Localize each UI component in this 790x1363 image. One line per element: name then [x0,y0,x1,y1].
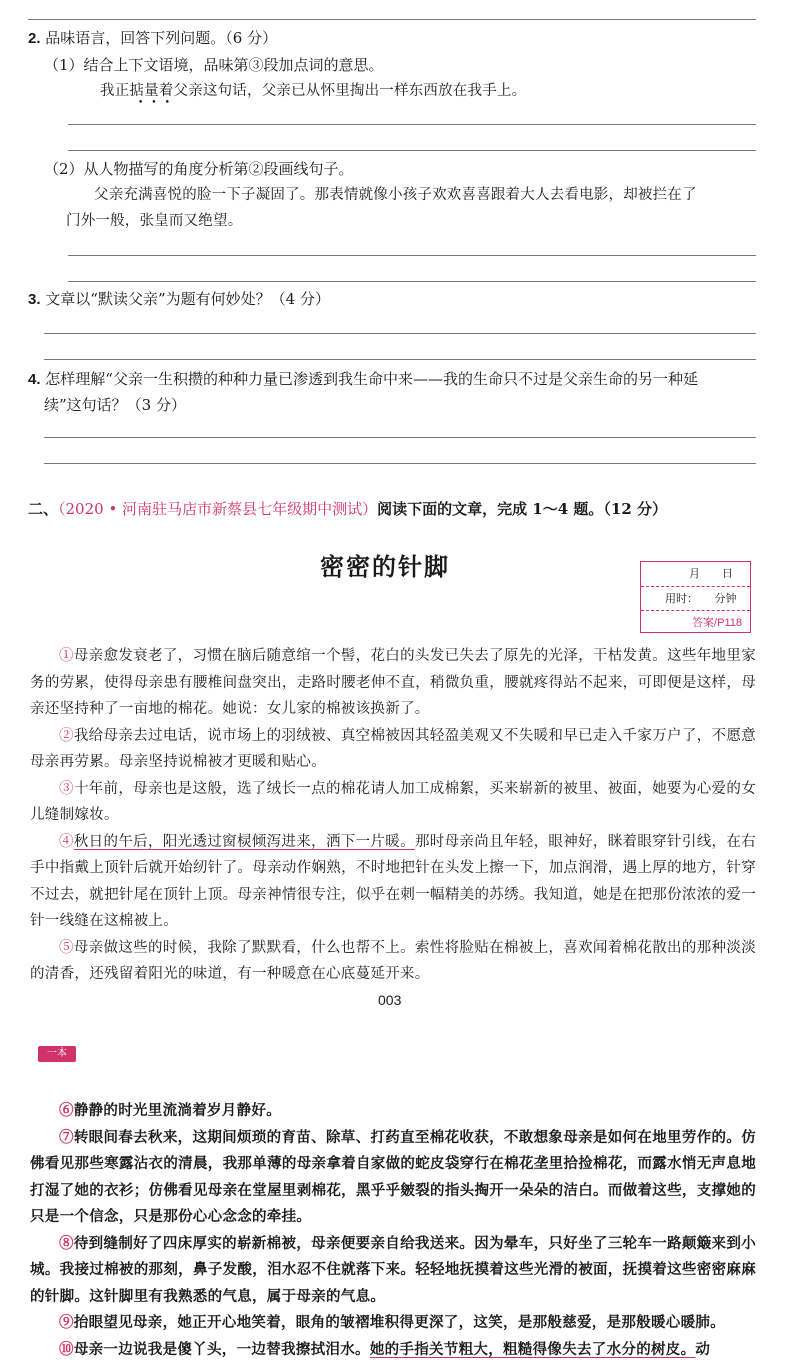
paragraph-number: ① [59,648,74,664]
paragraph-number: ② [59,728,74,744]
answer-line [68,124,756,125]
paragraph-text: 母亲一边说我是傻丫头，一边替我擦拭泪水。 [74,1341,370,1358]
section-2-header [28,497,667,521]
paragraph-text: 抬眼望见母亲，她正开心地笑着，眼角的皱褶堆积得更深了，这笑，是那般慈爱，是那般暖心暖肺。 [74,1314,725,1331]
paragraph-number: ⑧ [59,1235,74,1252]
question-2-sub-1: （1）结合上下文语境，品味第③段加点词的意思。 [44,52,384,78]
article-title: 密密的针脚 [320,547,450,582]
paragraph-text: 我给母亲去过电话，说市场上的羽绒被、真空棉被因其轻盈美观又不失暖和早已走入千家万户了，不愿意母亲再劳累。母亲坚持说棉被才更暖和贴心。 [30,728,756,771]
underlined-sentence: 她的手指关节粗大，粗糙得像失去了水分的树皮。 [370,1341,696,1358]
emphasis-dots: ••• [138,99,178,108]
section-prefix: 二、 [28,500,58,518]
question-text: 文章以“默读父亲”为题有何妙处？（4 分） [45,290,330,308]
underlined-sentence: 秋日的午后，阳光透过窗棂倾泻进来，洒下一片暖。 [74,834,415,850]
paragraph-9 [30,1310,756,1337]
question-4 [28,366,698,393]
paragraph-3 [30,776,756,829]
info-box [640,561,751,633]
paragraph-text: 母亲做这些的时候，我除了默默看，什么也帮不上。索性将脸贴在棉被上，喜欢闻着棉花散出的那种淡淡的清香，还残留着阳光的味道，有一种暖意在心底蔓延开来。 [30,940,756,983]
answer-line [44,437,756,438]
question-text: 品味语言，回答下列问题。（6 分） [45,29,277,47]
section-source: （2020 • 河南驻马店市新蔡县七年级期中测试） [58,500,377,518]
page-number: 003 [378,992,401,1008]
quote-2-line-1: 父亲充满喜悦的脸一下子凝固了。那表情就像小孩子欢欢喜喜跟着大人去看电影，却被拦在了 [94,182,697,208]
paragraph-6 [30,1098,756,1125]
paragraph-text: 母亲愈发衰老了，习惯在脑后随意绾一个髻，花白的头发已失去了原先的光泽，干枯发黄。这些年地里家务的劳累，使得母亲患有腰椎间盘突出，走路时腰老伸不直，稍微负重，腰就疼得站不起来，可即便是这样，母亲还坚持种了一亩地的棉花。她说：女儿家的棉被该换新了。 [30,648,756,717]
article-body-continued [30,1098,756,1363]
paragraph-4 [30,829,756,935]
question-2-sub-2: （2）从人物描写的角度分析第②段画线句子。 [44,156,354,182]
question-3 [28,286,330,313]
info-time: 用时： 分钟 [641,586,750,610]
paragraph-number: ⑦ [59,1129,74,1146]
paragraph-number: ⑤ [59,940,74,956]
paragraph-7 [30,1125,756,1231]
answer-line [44,333,756,334]
question-text: 怎样理解“父亲一生积攒的种种力量已渗透到我生命中来——我的生命只不过是父亲生命的另一种延 [45,370,698,388]
article-body [30,643,756,988]
paragraph-number: ⑩ [59,1341,74,1358]
paragraph-tail: 动 [695,1341,710,1358]
question-number: 2. [28,30,41,47]
question-2 [28,25,277,52]
top-rule [28,19,756,20]
question-number: 4. [28,371,41,388]
paragraph-10 [30,1337,756,1363]
info-date: 月 日 [641,562,750,586]
paragraph-text: 待到缝制好了四床厚实的崭新棉被，母亲便要亲自给我送来。因为晕车，只好坐了三轮车一路颠簸来到小城。我接过棉被的那刻，鼻子发酸，泪水忍不住就落下来。轻轻地抚摸着这些光滑的被面，抚摸着这些密密麻麻的针脚。这针脚里有我熟悉的气息，属于母亲的气息。 [30,1235,756,1305]
answer-line [68,150,756,151]
paragraph-number: ⑨ [59,1314,74,1331]
paragraph-text: 静静的时光里流淌着岁月静好。 [74,1102,281,1119]
quote-2-line-2: 门外一般，张皇而又绝望。 [66,208,242,234]
answer-line [44,463,756,464]
answer-line [68,255,756,256]
paragraph-text: 十年前，母亲也是这般，选了绒长一点的棉花请人加工成棉絮，买来崭新的被里、被面，她要为心爱的女儿缝制嫁妆。 [30,781,756,824]
paragraph-number: ③ [59,781,74,797]
info-answer: 答案/P118 [641,610,750,634]
question-number: 3. [28,291,41,308]
section-instruction: 阅读下面的文章，完成 1～4 题。（12 分） [377,500,667,518]
paragraph-number: ⑥ [59,1102,74,1119]
paragraph-1 [30,643,756,723]
paragraph-number: ④ [59,834,74,850]
paragraph-text: 转眼间春去秋来，这期间烦琐的育苗、除草、打药直至棉花收获，不敢想象母亲是如何在地里劳作的。仿佛看见那些寒露沾衣的清晨，我那单薄的母亲拿着自家做的蛇皮袋穿行在棉花垄里拾捡棉花，而露水悄无声息地打湿了她的衣衫；仿佛看见母亲在堂屋里剥棉花，黑乎乎皴裂的指头掏开一朵朵的洁白。而做着这些，支撑她的只是一个信念，只是那份心心念念的牵挂。 [30,1129,756,1226]
answer-line [68,281,756,282]
paragraph-text: 那时母亲尚且年轻，眼神好，眯着眼穿针引线，在右手中指戴上顶针后就开始纫针了。母亲动作娴熟，不时地把针在头发上擦一下，加点润滑，遇上厚的地方，针穿不过去，就把针尾在顶针上顶。母亲神情很专注，似乎在刺一幅精美的苏绣。我知道，她是在把那份浓浓的爱一针一线缝在这棉被上。 [30,834,756,930]
brand-logo: 一本 [38,1046,76,1062]
quote-1: 我正掂量着父亲这句话，父亲已从怀里掏出一样东西放在我手上。 [100,78,526,104]
paragraph-2 [30,723,756,776]
paragraph-5 [30,935,756,988]
answer-line [44,359,756,360]
paragraph-8 [30,1231,756,1311]
question-4-line-2: 续”这句话？（3 分） [44,392,186,418]
